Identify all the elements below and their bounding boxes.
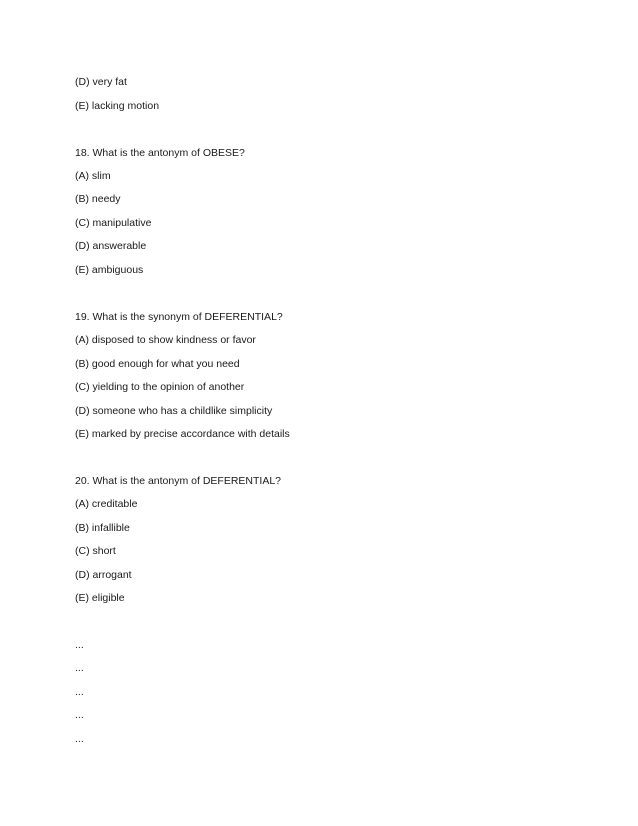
question-18-option-a: (A) slim [75,170,111,182]
question-18-option-c: (C) manipulative [75,217,152,229]
question-18-option-d: (D) answerable [75,240,147,252]
question-20-option-e: (E) eligible [75,592,125,604]
question-18-prompt: 18. What is the antonym of OBESE? [75,147,245,159]
question-20-prompt: 20. What is the antonym of DEFERENTIAL? [75,475,282,487]
ellipsis-line: ... [75,662,84,674]
question-19-option-c: (C) yielding to the opinion of another [75,381,245,393]
ellipsis-line: ... [75,639,84,651]
ellipsis-line: ... [75,733,84,745]
question-19-option-a: (A) disposed to show kindness or favor [75,334,256,346]
ellipsis-line: ... [75,686,84,698]
question-20-option-d: (D) arrogant [75,569,132,581]
option-d: (D) very fat [75,76,127,88]
question-19-option-e: (E) marked by precise accordance with details [75,428,290,440]
question-19-option-d: (D) someone who has a childlike simplicity [75,405,273,417]
question-18-option-b: (B) needy [75,193,121,205]
question-19-option-b: (B) good enough for what you need [75,358,240,370]
ellipsis-line: ... [75,709,84,721]
question-19-prompt: 19. What is the synonym of DEFERENTIAL? [75,311,283,323]
question-20-option-c: (C) short [75,545,116,557]
question-20-option-b: (B) infallible [75,522,130,534]
question-18-option-e: (E) ambiguous [75,264,144,276]
option-e: (E) lacking motion [75,100,160,112]
question-20-option-a: (A) creditable [75,498,138,510]
